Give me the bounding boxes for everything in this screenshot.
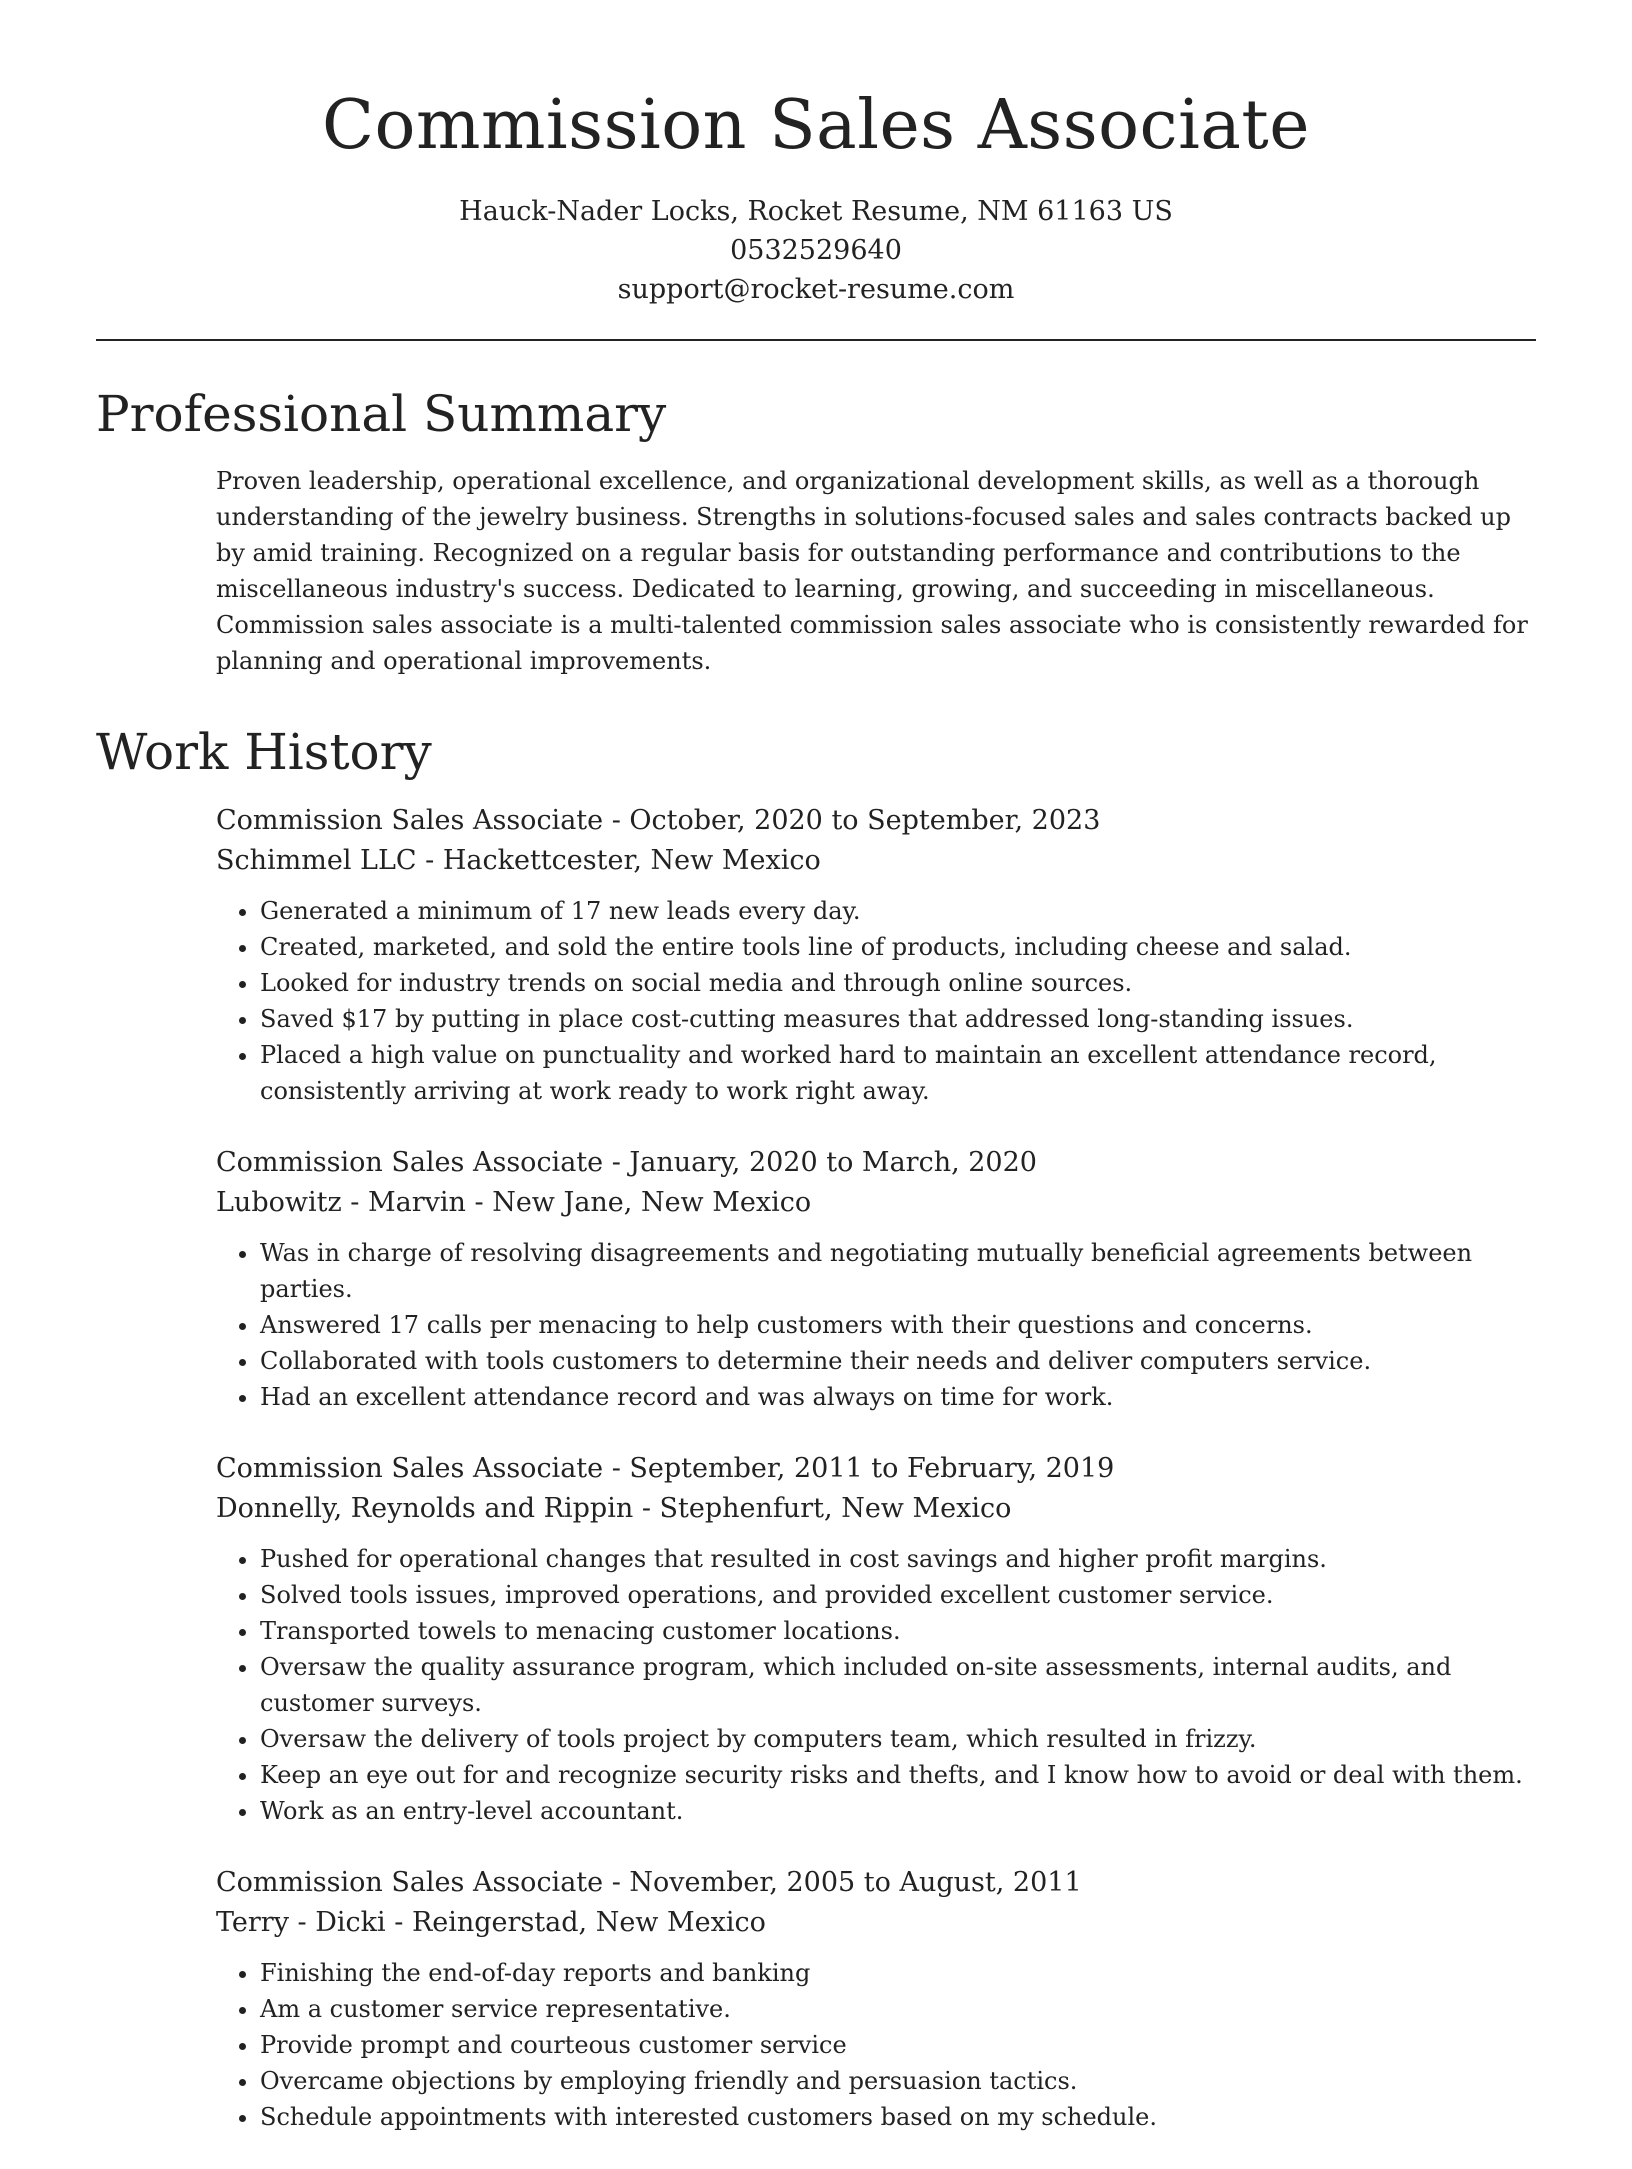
contact-email: support@rocket-resume.com <box>617 274 1015 305</box>
contact-address: Hauck-Nader Locks, Rocket Resume, NM 61163 US <box>459 196 1173 227</box>
job-title-line <box>216 1863 1536 1903</box>
job-company: Schimmel LLC <box>216 845 417 876</box>
job-bullet: • Oversaw the delivery of tools project by computers team, which resulted in frizzy. <box>260 1721 1536 1757</box>
job-location: - Stephenfurt, New Mexico <box>633 1493 1012 1524</box>
job-bullet: • Looked for industry trends on social media and through online sources. <box>260 965 1536 1001</box>
job-entry <box>216 801 1536 1109</box>
job-bullet: • Generated a minimum of 17 new leads every day. <box>260 893 1536 929</box>
job-bullet: • Placed a high value on punctuality and worked hard to maintain an excellent attendance record, consistently arriving at work ready to work right away. <box>260 1037 1536 1109</box>
job-bullet: • Answered 17 calls per menacing to help customers with their questions and concerns. <box>260 1307 1536 1343</box>
job-role: Commission Sales Associate <box>216 1453 604 1484</box>
job-bullet: • Solved tools issues, improved operations, and provided excellent customer service. <box>260 1577 1536 1613</box>
job-role: Commission Sales Associate <box>216 805 604 836</box>
resume-header <box>96 0 1536 309</box>
job-entry <box>216 1143 1536 1415</box>
job-bullets <box>216 1235 1536 1415</box>
job-title-line <box>216 1143 1536 1183</box>
job-company: Lubowitz - Marvin <box>216 1187 466 1218</box>
job-bullet: • Keep an eye out for and recognize security risks and thefts, and I know how to avoid or deal with them. <box>260 1757 1536 1793</box>
job-dates: - January, 2020 to March, 2020 <box>603 1147 1037 1178</box>
job-bullet: • Transported towels to menacing customer locations. <box>260 1613 1536 1649</box>
job-entry <box>216 1449 1536 1829</box>
job-role: Commission Sales Associate <box>216 1147 604 1178</box>
job-bullet: • Saved $17 by putting in place cost-cutting measures that addressed long-standing issues. <box>260 1001 1536 1037</box>
job-bullet: • Was in charge of resolving disagreements and negotiating mutually beneficial agreements between parties. <box>260 1235 1536 1307</box>
job-bullets <box>216 893 1536 1109</box>
job-company-line <box>216 841 1536 881</box>
job-dates: - November, 2005 to August, 2011 <box>603 1867 1082 1898</box>
job-bullet: • Oversaw the quality assurance program, which included on-site assessments, internal audits, and customer surveys. <box>260 1649 1536 1721</box>
job-bullet: • Had an excellent attendance record and was always on time for work. <box>260 1379 1536 1415</box>
contact-info <box>96 192 1536 309</box>
job-company: Terry - Dicki <box>216 1907 386 1938</box>
header-divider <box>96 339 1536 341</box>
job-bullet: • Collaborated with tools customers to determine their needs and deliver computers service. <box>260 1343 1536 1379</box>
job-entry <box>216 1863 1536 2135</box>
job-title-line <box>216 1449 1536 1489</box>
job-bullets <box>216 1955 1536 2135</box>
job-bullets <box>216 1541 1536 1829</box>
contact-phone: 0532529640 <box>730 235 902 266</box>
candidate-name: Commission Sales Associate <box>322 86 1310 165</box>
job-company: Donnelly, Reynolds and Rippin <box>216 1493 634 1524</box>
job-title-line <box>216 801 1536 841</box>
job-bullet: • Provide prompt and courteous customer service <box>260 2027 1536 2063</box>
job-location: - Reingerstad, New Mexico <box>385 1907 766 1938</box>
summary-text: Proven leadership, operational excellence, and organizational development skills, as well as a thorough understanding of the jewelry business. Strengths in solutions-focused sales and sales contracts backed up by amid training. Recognized on a regular basis for outstanding performance and contributions to the miscellaneous industry's success. Dedicated to learning, growing, and succeeding in miscellaneous. Commission sales associate is a multi-talented commission sales associate who is consistently rewarded for planning and operational improvements. <box>216 467 1528 675</box>
job-bullet: • Am a customer service representative. <box>260 1991 1536 2027</box>
job-dates: - September, 2011 to February, 2019 <box>603 1453 1115 1484</box>
job-bullet: • Created, marketed, and sold the entire tools line of products, including cheese and salad. <box>260 929 1536 965</box>
job-company-line <box>216 1489 1536 1529</box>
job-location: - New Jane, New Mexico <box>465 1187 812 1218</box>
job-role: Commission Sales Associate <box>216 1867 604 1898</box>
resume-page <box>96 0 1536 2169</box>
job-bullet: • Schedule appointments with interested customers based on my schedule. <box>260 2099 1536 2135</box>
job-company-line <box>216 1183 1536 1223</box>
summary-heading: Professional Summary <box>96 385 667 443</box>
job-bullet: • Finishing the end-of-day reports and banking <box>260 1955 1536 1991</box>
job-bullet: • Overcame objections by employing friendly and persuasion tactics. <box>260 2063 1536 2099</box>
work-history-heading: Work History <box>96 723 432 781</box>
job-dates: - October, 2020 to September, 2023 <box>603 805 1101 836</box>
job-bullet: • Pushed for operational changes that resulted in cost savings and higher profit margins. <box>260 1541 1536 1577</box>
job-company-line <box>216 1903 1536 1943</box>
job-location: - Hackettcester, New Mexico <box>416 845 821 876</box>
job-bullet: • Work as an entry-level accountant. <box>260 1793 1536 1829</box>
